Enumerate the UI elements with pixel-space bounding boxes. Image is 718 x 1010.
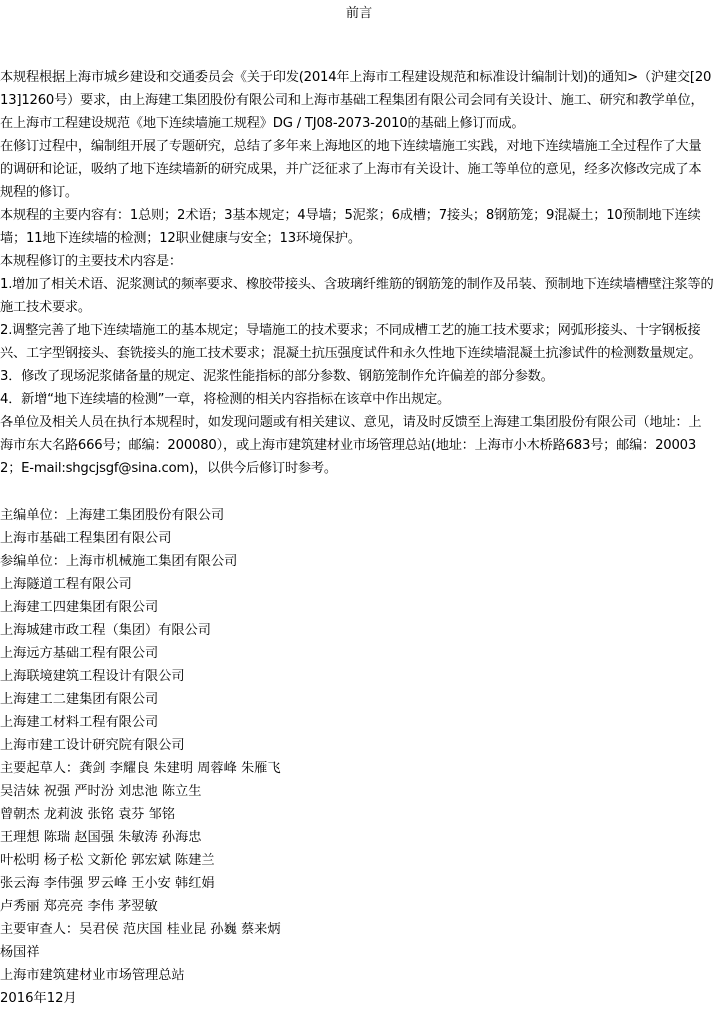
- participating-unit: 上海远方基础工程有限公司: [0, 646, 159, 661]
- issue-date: 2016年12月: [0, 991, 77, 1006]
- paragraph: 各单位及相关人员在执行本规程时，如发现问题或有相关建议、意见，请及时反馈至上海建工集团股份有限公司（地址：上海市东大名路666号；邮编：200080），或上海市建筑建材业市场管理总站(地址：上海市小木桥路683号；邮编：200032；E-mail:shgcjsgf@sina.com)，以供今后修订时参考。: [0, 415, 702, 476]
- participating-unit: 上海建工四建集团有限公司: [0, 600, 159, 615]
- participating-unit: 上海建工二建集团有限公司: [0, 692, 159, 707]
- reviewer-list: 杨国祥: [0, 945, 40, 960]
- participating-unit: 参编单位：上海市机械施工集团有限公司: [0, 554, 238, 569]
- paragraph: 2.调整完善了地下连续墙施工的基本规定；导墙施工的技术要求；不同成槽工艺的施工技术要求；网弧形接头、十字钢板接兴、工字型钢接头、套铣接头的施工技术要求；混凝土抗压强度试件和永久性地下连续墙混凝土抗渗试件的检测数量规定。: [0, 323, 702, 361]
- chief-editor-unit: 上海市基础工程集团有限公司: [0, 531, 172, 546]
- participating-unit: 上海隧道工程有限公司: [0, 577, 132, 592]
- participating-unit: 上海建工材料工程有限公司: [0, 715, 159, 730]
- preface-body: [0, 66, 714, 480]
- paragraph: 4．新增“地下连续墙的检测”一章，将检测的相关内容指标在该章中作出规定。: [0, 392, 451, 407]
- organizations-and-authors: [0, 504, 714, 1010]
- drafter-list: 张云海 李伟强 罗云峰 王小安 韩红娟: [0, 876, 215, 891]
- paragraph: 本规程修订的主要技术内容是：: [0, 254, 182, 269]
- paragraph: 在修订过程中，编制组开展了专题研究，总结了多年来上海地区的地下连续墙施工实践，对地下连续墙施工全过程作了大量的调研和论证，吸纳了地下连续墙新的研究成果，并广泛征求了上海市有关设计、施工等单位的意见，经多次修改完成了本规程的修订。: [0, 139, 702, 200]
- drafter-list: 卢秀丽 郑亮亮 李伟 茅翌敏: [0, 899, 158, 914]
- issuing-organization: 上海市建筑建材业市场管理总站: [0, 968, 185, 983]
- paragraph: 本规程的主要内容有：1总则；2术语；3基本规定；4导墙；5泥浆；6成槽；7接头；8钢筋笼；9混凝土；10预制地下连续墙；11地下连续墙的检测；12职业健康与安全；13环境保护。: [0, 208, 701, 246]
- paragraph: 1.增加了相关术语、泥浆测试的频率要求、橡胶带接头、含玻璃纤维筋的钢筋笼的制作及吊装、预制地下连续墙槽壁注浆等的施工技术要求。: [0, 277, 714, 315]
- chief-editor-unit: 主编单位：上海建工集团股份有限公司: [0, 508, 225, 523]
- page-title: 前言: [345, 6, 373, 21]
- reviewer-list: 主要审查人：吴君侯 范庆国 桂业昆 孙巍 蔡来炳: [0, 922, 281, 937]
- drafter-list: 主要起草人：龚剑 李耀良 朱建明 周蓉峰 朱雁飞: [0, 761, 281, 776]
- drafter-list: 王理想 陈瑞 赵国强 朱敏涛 孙海忠: [0, 830, 202, 845]
- paragraph: 本规程根据上海市城乡建设和交通委员会《关于印发(2014年上海市工程建设规范和标准设计编制计划)的通知>（沪建交[2013]1260号）要求，由上海建工集团股份有限公司和上海市基础工程集团有限公司会同有关设计、施工、研究和教学单位，在上海市工程建设规范《地下连续墙施工规程》DG / TJ08-2073-2010的基础上修订而成。: [0, 70, 712, 131]
- paragraph: 3．修改了现场泥浆储备量的规定、泥浆性能指标的部分参数、钢筋笼制作允许偏差的部分参数。: [0, 369, 554, 384]
- participating-unit: 上海市建工设计研究院有限公司: [0, 738, 185, 753]
- drafter-list: 叶松明 杨子松 文新伦 郭宏斌 陈建兰: [0, 853, 215, 868]
- drafter-list: 吴洁妹 祝强 严时汾 刘忠池 陈立生: [0, 784, 202, 799]
- participating-unit: 上海城建市政工程（集团）有限公司: [0, 623, 211, 638]
- drafter-list: 曾朝杰 龙莉波 张铭 袁芬 邹铭: [0, 807, 176, 822]
- participating-unit: 上海联境建筑工程设计有限公司: [0, 669, 185, 684]
